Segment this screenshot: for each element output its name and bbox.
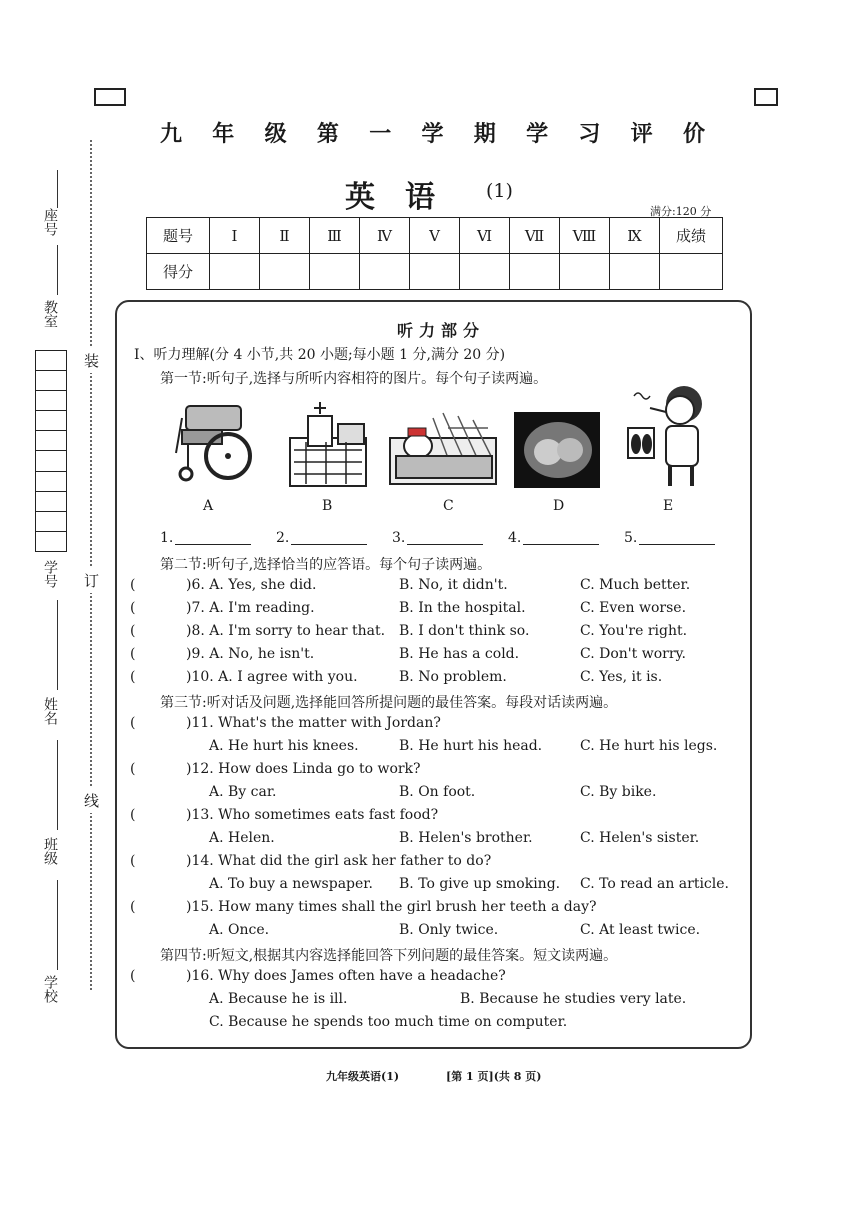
question-text: )16. Why does James often have a headache? (186, 968, 506, 984)
score-input-cell[interactable] (260, 254, 310, 290)
hospital-icon (286, 398, 370, 490)
table-cell: Ⅶ (510, 218, 560, 254)
student-number-grid[interactable] (35, 350, 67, 552)
question-option-a: )10. A. I agree with you. (186, 669, 358, 685)
answer-blank[interactable] (175, 544, 251, 545)
score-input-cell[interactable] (410, 254, 460, 290)
student-id-blank[interactable] (57, 600, 58, 690)
picture-label: E (663, 498, 674, 514)
footer-page: [第 1 页](共 8 页) (446, 1070, 542, 1083)
section-3-title: 第三节:听对话及问题,选择能回答所提问题的最佳答案。每段对话读两遍。 (160, 695, 618, 711)
option-b: B. To give up smoking. (399, 876, 561, 892)
score-input-cell[interactable] (210, 254, 260, 290)
option-a: A. He hurt his knees. (209, 738, 359, 754)
blank-number: 5. (624, 530, 638, 546)
answer-blank[interactable] (639, 544, 715, 545)
question-option-a: )9. A. No, he isn't. (186, 646, 315, 662)
answer-paren[interactable]: ( (130, 968, 136, 984)
section-2-title: 第二节:听句子,选择恰当的应答语。每个句子读两遍。 (160, 557, 492, 573)
wheelchair-icon (168, 398, 256, 484)
score-input-cell[interactable] (460, 254, 510, 290)
option-b: B. Helen's brother. (399, 830, 533, 846)
blank-number: 4. (508, 530, 522, 546)
option-b: B. Because he studies very late. (460, 991, 687, 1007)
table-cell: Ⅲ (310, 218, 360, 254)
option-c: C. Helen's sister. (580, 830, 700, 846)
blank-number: 3. (392, 530, 406, 546)
question-option-b: B. In the hospital. (399, 600, 526, 616)
option-a: A. By car. (209, 784, 277, 800)
name-label: 姓名 (42, 697, 58, 725)
class-blank[interactable] (57, 880, 58, 970)
answer-paren[interactable]: ( (130, 899, 136, 915)
binding-char: 装 (84, 348, 99, 373)
question-option-b: B. He has a cold. (399, 646, 520, 662)
question-option-c: C. Even worse. (580, 600, 687, 616)
answer-paren[interactable]: ( (130, 623, 136, 639)
title-char: 第 (316, 121, 339, 147)
option-c: C. To read an article. (580, 876, 729, 892)
table-cell: Ⅵ (460, 218, 510, 254)
title-char: 级 (264, 121, 287, 147)
score-input-cell[interactable] (560, 254, 610, 290)
title-char: 习 (578, 121, 601, 147)
subject-title: 英语 (345, 180, 465, 215)
full-score: 满分:120 分 (650, 205, 712, 218)
question-text: )11. What's the matter with Jordan? (186, 715, 441, 731)
option-b: B. Only twice. (399, 922, 499, 938)
listening-heading: 听力部分 (397, 321, 486, 340)
table-cell: Ⅰ (210, 218, 260, 254)
section-4-title: 第四节:听短文,根据其内容选择能回答下列问题的最佳答案。短文读两遍。 (160, 948, 618, 964)
question-option-c: C. You're right. (580, 623, 688, 639)
seat-number-label: 座号 (42, 208, 58, 236)
score-input-cell[interactable] (310, 254, 360, 290)
question-option-c: C. Much better. (580, 577, 691, 593)
classroom-label: 教室 (42, 300, 58, 328)
score-input-cell[interactable] (660, 254, 723, 290)
section-1-title: 第一节:听句子,选择与所听内容相符的图片。每个句子读两遍。 (160, 371, 548, 387)
title-char: 学 (526, 121, 549, 147)
option-a: A. Because he is ill. (209, 991, 348, 1007)
title-char: 价 (682, 121, 705, 147)
answer-paren[interactable]: ( (130, 715, 136, 731)
table-cell: Ⅸ (610, 218, 660, 254)
option-b: B. On foot. (399, 784, 476, 800)
page-title (160, 117, 705, 148)
option-a: A. Helen. (209, 830, 275, 846)
corner-mark-left (94, 88, 126, 106)
table-cell: Ⅳ (360, 218, 410, 254)
binding-dotted-line (90, 140, 92, 990)
corner-mark-right (754, 88, 778, 106)
table-cell: 题号 (147, 218, 210, 254)
subject-number: (1) (486, 180, 513, 202)
answer-paren[interactable]: ( (130, 761, 136, 777)
table-cell: Ⅷ (560, 218, 610, 254)
picture-label: A (203, 498, 214, 514)
score-table (146, 217, 723, 290)
score-table-header-row (147, 218, 723, 254)
footer-subject: 九年级英语(1) (326, 1070, 400, 1083)
score-input-cell[interactable] (360, 254, 410, 290)
binding-char: 订 (84, 568, 99, 593)
picture-label: C (443, 498, 454, 514)
school-label: 学校 (42, 975, 58, 1003)
title-char: 期 (473, 121, 496, 147)
question-option-b: B. I don't think so. (399, 623, 530, 639)
question-option-a: )6. A. Yes, she did. (186, 577, 317, 593)
table-cell: Ⅱ (260, 218, 310, 254)
title-char: 评 (630, 121, 653, 147)
name-blank[interactable] (57, 740, 58, 830)
question-option-a: )8. A. I'm sorry to hear that. (186, 623, 386, 639)
question-option-b: B. No problem. (399, 669, 507, 685)
score-table-score-row (147, 254, 723, 290)
score-input-cell[interactable] (510, 254, 560, 290)
binding-char: 线 (84, 788, 99, 813)
classroom-blank[interactable] (57, 245, 58, 295)
title-char: 学 (421, 121, 444, 147)
class-label: 班级 (42, 837, 58, 865)
picture-label: D (553, 498, 565, 514)
option-c: C. He hurt his legs. (580, 738, 718, 754)
option-c: C. At least twice. (580, 922, 701, 938)
blank-number: 1. (160, 530, 174, 546)
option-a: A. To buy a newspaper. (209, 876, 373, 892)
part-title: Ⅰ、听力理解(分 4 小节,共 20 小题;每小题 1 分,满分 20 分) (134, 347, 506, 363)
answer-paren[interactable]: ( (130, 853, 136, 869)
question-option-c: C. Yes, it is. (580, 669, 663, 685)
question-text: )14. What did the girl ask her father to do? (186, 853, 492, 869)
question-text: )15. How many times shall the girl brush her teeth a day? (186, 899, 597, 915)
question-option-a: )7. A. I'm reading. (186, 600, 315, 616)
student-id-label: 学号 (42, 560, 58, 588)
question-option-c: C. Don't worry. (580, 646, 687, 662)
table-cell: 成绩 (660, 218, 723, 254)
question-text: )13. Who sometimes eats fast food? (186, 807, 439, 823)
option-c: C. Because he spends too much time on computer. (209, 1014, 568, 1030)
answer-paren[interactable]: ( (130, 646, 136, 662)
blank-number: 2. (276, 530, 290, 546)
answer-blank[interactable] (291, 544, 367, 545)
table-cell: Ⅴ (410, 218, 460, 254)
answer-blank[interactable] (407, 544, 483, 545)
sick-in-bed-icon (388, 398, 500, 490)
title-char: 九 (160, 121, 183, 147)
answer-paren[interactable]: ( (130, 600, 136, 616)
picture-label: B (322, 498, 333, 514)
title-char: 一 (369, 121, 392, 147)
option-a: A. Once. (209, 922, 270, 938)
question-option-b: B. No, it didn't. (399, 577, 508, 593)
table-cell: 得分 (147, 254, 210, 290)
score-input-cell[interactable] (610, 254, 660, 290)
smoking-boy-icon (622, 382, 718, 488)
seat-number-blank[interactable] (57, 170, 58, 208)
answer-paren[interactable]: ( (130, 669, 136, 685)
option-b: B. He hurt his head. (399, 738, 543, 754)
eggs-icon (514, 412, 600, 488)
answer-paren[interactable]: ( (130, 807, 136, 823)
question-text: )12. How does Linda go to work? (186, 761, 421, 777)
answer-blank[interactable] (523, 544, 599, 545)
title-char: 年 (212, 121, 235, 147)
answer-paren[interactable]: ( (130, 577, 136, 593)
option-c: C. By bike. (580, 784, 657, 800)
